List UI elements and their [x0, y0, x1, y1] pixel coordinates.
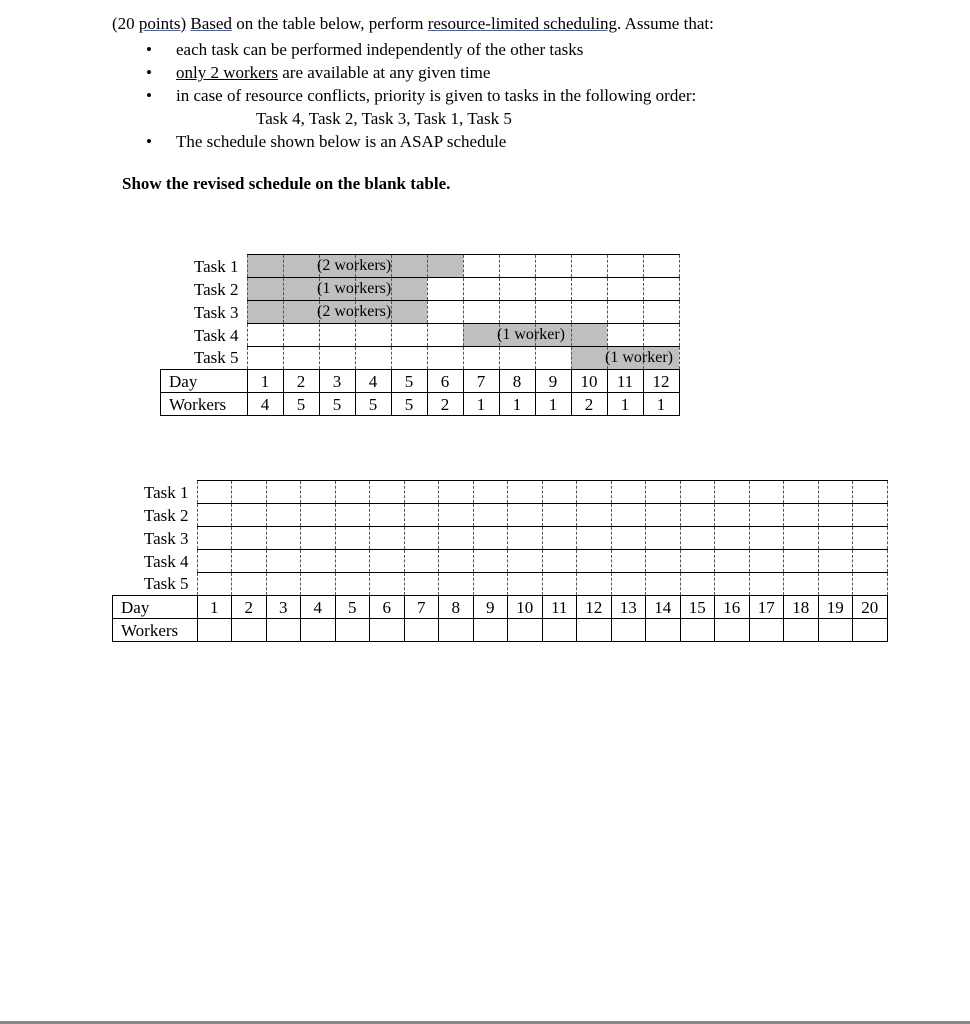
- blank_table-grid-cell: [473, 527, 508, 550]
- asap_table-grid-cell: [571, 255, 607, 278]
- asap_table-day-cell: 10: [571, 370, 607, 393]
- asap_table-grid-cell: [283, 301, 319, 324]
- blank_table-grid-cell: [611, 550, 646, 573]
- blank_table-grid-cell: [335, 504, 370, 527]
- asap_table-task-label: Task 5: [193, 348, 239, 368]
- blank_table-day-cell: 13: [611, 596, 646, 619]
- blank_table-grid-cell: [542, 573, 577, 596]
- blank_table-task-row: [113, 481, 888, 504]
- blank_table-grid-cell: [853, 527, 888, 550]
- blank_table-task-row: [113, 573, 888, 596]
- blank_table-grid-cell: [197, 504, 232, 527]
- asap_table-grid-cell: [499, 347, 535, 370]
- blank_table-grid-cell: [335, 481, 370, 504]
- blank_table-grid-cell: [266, 527, 301, 550]
- blank_table-task-label: Task 4: [143, 551, 189, 571]
- asap_table-grid-cell: [247, 301, 283, 324]
- blank_table-grid-cell: [680, 573, 715, 596]
- blank_table-grid-cell: [473, 573, 508, 596]
- asap_table-grid-cell: [607, 278, 643, 301]
- blank_table-workers-cell: [611, 619, 646, 642]
- blank_table-grid-cell: [542, 550, 577, 573]
- blank_table-day-cell: 14: [646, 596, 681, 619]
- blank_table-grid-cell: [370, 573, 405, 596]
- asap_table-task-label: Task 3: [193, 302, 239, 322]
- asap_table-task-row: [161, 278, 680, 301]
- blank_table-day-cell: 5: [335, 596, 370, 619]
- asap_table-grid-cell: [571, 278, 607, 301]
- blank_table-task-label: Task 1: [143, 482, 189, 502]
- asap_table-grid-cell: [463, 347, 499, 370]
- asap_table-grid-cell: [499, 278, 535, 301]
- blank_table-workers-cell: [197, 619, 232, 642]
- asap_table-day-cell: 1: [247, 370, 283, 393]
- asap_table-grid-cell: [535, 278, 571, 301]
- blank_table-grid-cell: [646, 527, 681, 550]
- asap_table-workers-cell: 2: [571, 393, 607, 416]
- asap_table-grid-cell: [463, 301, 499, 324]
- blank-schedule-table: [112, 480, 888, 642]
- asap_table-grid-cell: [355, 324, 391, 347]
- asap_table-grid-cell: [571, 301, 607, 324]
- blank_table-grid-cell: [749, 573, 784, 596]
- blank_table-grid-cell: [853, 504, 888, 527]
- asap_table-grid-cell: [247, 278, 283, 301]
- asap_table-task-row: [161, 301, 680, 324]
- blank_table-grid-cell: [301, 527, 336, 550]
- asap-bar-label: (1 worker): [605, 348, 673, 366]
- blank_table-grid-cell: [680, 481, 715, 504]
- blank_table-grid-cell: [542, 527, 577, 550]
- blank_table-grid-cell: [646, 481, 681, 504]
- blank_table-grid-cell: [197, 550, 232, 573]
- asap_table-grid-cell: [463, 278, 499, 301]
- blank_table-workers-cell: [473, 619, 508, 642]
- question-header: (20 points) Based on the table below, perform resource-limited scheduling. Assume that:: [112, 14, 714, 33]
- blank_table-grid-cell: [508, 504, 543, 527]
- asap_table-grid-cell: [463, 255, 499, 278]
- blank_table-grid-cell: [508, 527, 543, 550]
- asap_table-day-cell: 8: [499, 370, 535, 393]
- blank_table-grid-cell: [853, 573, 888, 596]
- blank_table-day-cell: 7: [404, 596, 439, 619]
- asap_table-grid-cell: [643, 324, 679, 347]
- blank_table-grid-cell: [404, 527, 439, 550]
- asap_table-task-label: Task 2: [193, 279, 239, 299]
- blank_table-grid-cell: [715, 481, 750, 504]
- asap_table-grid-cell: [355, 347, 391, 370]
- asap_table-day-cell: 9: [535, 370, 571, 393]
- blank_table-grid-cell: [473, 481, 508, 504]
- question-rls: resource-limited scheduling: [427, 14, 618, 33]
- blank_table-grid-cell: [853, 550, 888, 573]
- blank_table-workers-cell: [818, 619, 853, 642]
- blank_table-task-row: [113, 527, 888, 550]
- blank_table-grid-cell: [784, 527, 819, 550]
- asap_table-workers-cell: 1: [607, 393, 643, 416]
- blank_table-grid-cell: [818, 550, 853, 573]
- asap-bar-label: (2 workers): [317, 256, 392, 274]
- blank_table-grid-cell: [473, 550, 508, 573]
- asap_table-grid-cell: [643, 278, 679, 301]
- blank_table-grid-cell: [404, 481, 439, 504]
- asap_table-day-cell: 7: [463, 370, 499, 393]
- blank_table-grid-cell: [646, 550, 681, 573]
- asap_table-task-row: [161, 255, 680, 278]
- blank_table-workers-cell: [301, 619, 336, 642]
- blank_table-grid-cell: [715, 504, 750, 527]
- asap_table-workers-cell: 5: [283, 393, 319, 416]
- blank_table-grid-cell: [439, 527, 474, 550]
- blank_table-day-cell: 11: [542, 596, 577, 619]
- blank_table-grid-cell: [404, 573, 439, 596]
- asap_table-workers-row: [161, 393, 680, 416]
- blank_table-grid-cell: [301, 481, 336, 504]
- blank_table-grid-cell: [370, 550, 405, 573]
- blank_table-grid-cell: [784, 550, 819, 573]
- bullet-asap: • The schedule shown below is an ASAP schedule: [146, 132, 507, 151]
- priority-order: Task 4, Task 2, Task 3, Task 1, Task 5: [256, 109, 512, 128]
- blank_table-task-label: Task 2: [143, 505, 189, 525]
- blank_table-grid-cell: [715, 527, 750, 550]
- blank_table-grid-cell: [508, 573, 543, 596]
- blank_table-grid-cell: [266, 504, 301, 527]
- blank_table-grid-cell: [439, 573, 474, 596]
- blank_table-workers-cell: [784, 619, 819, 642]
- blank_table-workers-cell: [370, 619, 405, 642]
- blank_table-grid-cell: [853, 481, 888, 504]
- asap_table-grid-cell: [535, 347, 571, 370]
- asap_table-grid-cell: [571, 347, 607, 370]
- question-based: Based: [190, 14, 232, 33]
- blank_table-day-cell: 12: [577, 596, 612, 619]
- blank_table-grid-cell: [197, 481, 232, 504]
- blank_table-task-label: Task 5: [143, 574, 189, 594]
- blank_table-grid-cell: [301, 550, 336, 573]
- blank_table-workers-cell: [266, 619, 301, 642]
- blank_table-grid-cell: [646, 504, 681, 527]
- blank_table-grid-cell: [715, 573, 750, 596]
- blank_table-workers-cell: [335, 619, 370, 642]
- bullet-independent: • each task can be performed independently of the other tasks: [146, 40, 584, 59]
- blank_table-workers-cell: [749, 619, 784, 642]
- blank_table-task-row: [113, 550, 888, 573]
- asap-bar-label: (1 worker): [497, 325, 565, 343]
- blank_table-grid-cell: [301, 573, 336, 596]
- asap_table-day-cell: 3: [319, 370, 355, 393]
- asap_table-grid-cell: [247, 347, 283, 370]
- blank_table-workers-cell: [680, 619, 715, 642]
- blank_table-grid-cell: [335, 527, 370, 550]
- blank_table-grid-cell: [404, 504, 439, 527]
- blank_table-grid-cell: [542, 504, 577, 527]
- asap_table-day-cell: 6: [427, 370, 463, 393]
- instruction: Show the revised schedule on the blank table.: [122, 174, 451, 193]
- asap_table-grid-cell: [391, 301, 427, 324]
- blank_table-grid-cell: [680, 504, 715, 527]
- blank_table-grid-cell: [715, 550, 750, 573]
- asap_table-grid-cell: [643, 255, 679, 278]
- blank_table-day-cell: 17: [749, 596, 784, 619]
- blank_table-workers-label: Workers: [113, 619, 198, 642]
- asap_table-workers-cell: 4: [247, 393, 283, 416]
- asap_table-grid-cell: [427, 324, 463, 347]
- asap_table-grid-cell: [391, 324, 427, 347]
- asap-bar-label: (1 workers): [317, 279, 392, 297]
- question-points: points): [138, 14, 187, 33]
- question-prefix: (20: [112, 14, 139, 33]
- blank_table-day-cell: 15: [680, 596, 715, 619]
- asap_table-grid-cell: [283, 255, 319, 278]
- blank_table-grid-cell: [335, 573, 370, 596]
- blank_table-grid-cell: [542, 481, 577, 504]
- blank_table-grid-cell: [784, 481, 819, 504]
- blank_table-workers-cell: [542, 619, 577, 642]
- blank_table-workers-cell: [232, 619, 267, 642]
- blank_table-day-row: [113, 596, 888, 619]
- asap_table-day-cell: 4: [355, 370, 391, 393]
- asap_table-grid-cell: [427, 301, 463, 324]
- asap_table-grid-cell: [283, 278, 319, 301]
- blank_table-day-cell: 18: [784, 596, 819, 619]
- blank_table-grid-cell: [335, 550, 370, 573]
- asap_table-grid-cell: [283, 347, 319, 370]
- blank_table-day-cell: 20: [853, 596, 888, 619]
- blank_table-grid-cell: [611, 527, 646, 550]
- asap_table-grid-cell: [427, 278, 463, 301]
- asap_table-grid-cell: [319, 324, 355, 347]
- asap_table-task-row: [161, 347, 680, 370]
- asap_table-grid-cell: [607, 324, 643, 347]
- blank_table-grid-cell: [784, 504, 819, 527]
- asap_table-grid-cell: [247, 255, 283, 278]
- blank_table-grid-cell: [232, 573, 267, 596]
- asap-bar-label: (2 workers): [317, 302, 392, 320]
- asap_table-day-label: Day: [161, 370, 248, 393]
- blank_table-task-row: [113, 504, 888, 527]
- asap_table-grid-cell: [463, 324, 499, 347]
- asap_table-grid-cell: [607, 301, 643, 324]
- asap_table-grid-cell: [499, 255, 535, 278]
- blank_table-grid-cell: [266, 573, 301, 596]
- blank_table-grid-cell: [197, 527, 232, 550]
- blank_table-grid-cell: [404, 550, 439, 573]
- blank_table-workers-row: [113, 619, 888, 642]
- blank_table-workers-cell: [439, 619, 474, 642]
- blank_table-grid-cell: [266, 481, 301, 504]
- asap_table-grid-cell: [391, 255, 427, 278]
- blank_table-grid-cell: [646, 573, 681, 596]
- asap-schedule-table: [160, 254, 680, 416]
- asap_table-grid-cell: [535, 301, 571, 324]
- blank_table-grid-cell: [232, 527, 267, 550]
- asap_table-grid-cell: [643, 301, 679, 324]
- blank_table-grid-cell: [749, 481, 784, 504]
- blank_table-grid-cell: [818, 504, 853, 527]
- asap_table-day-cell: 11: [607, 370, 643, 393]
- asap_table-workers-cell: 1: [499, 393, 535, 416]
- asap_table-grid-cell: [427, 255, 463, 278]
- asap_table-workers-cell: 1: [463, 393, 499, 416]
- blank_table-grid-cell: [301, 504, 336, 527]
- blank_table-grid-cell: [818, 527, 853, 550]
- blank_table-grid-cell: [784, 573, 819, 596]
- blank_table-grid-cell: [749, 550, 784, 573]
- blank_table-grid-cell: [197, 573, 232, 596]
- asap_table-grid-cell: [607, 255, 643, 278]
- blank_table-grid-cell: [370, 504, 405, 527]
- blank_table-grid-cell: [439, 504, 474, 527]
- blank_table-workers-cell: [646, 619, 681, 642]
- blank_table-workers-cell: [853, 619, 888, 642]
- assumption-list: [146, 38, 696, 153]
- blank_table-task-label: Task 3: [143, 528, 189, 548]
- asap_table-grid-cell: [571, 324, 607, 347]
- asap_table-day-cell: 5: [391, 370, 427, 393]
- asap_table-grid-cell: [427, 347, 463, 370]
- asap_table-grid-cell: [247, 324, 283, 347]
- blank_table-day-cell: 8: [439, 596, 474, 619]
- blank_table-grid-cell: [680, 550, 715, 573]
- blank_table-day-cell: 16: [715, 596, 750, 619]
- asap_table-grid-cell: [391, 278, 427, 301]
- blank_table-grid-cell: [508, 550, 543, 573]
- blank_table-grid-cell: [818, 573, 853, 596]
- blank_table-day-cell: 2: [232, 596, 267, 619]
- blank_table-grid-cell: [439, 481, 474, 504]
- asap_table-day-cell: 12: [643, 370, 679, 393]
- blank_table-grid-cell: [439, 550, 474, 573]
- blank_table-grid-cell: [508, 481, 543, 504]
- blank_table-grid-cell: [611, 481, 646, 504]
- asap_table-grid-cell: [535, 255, 571, 278]
- blank_table-grid-cell: [577, 481, 612, 504]
- blank_table-grid-cell: [818, 481, 853, 504]
- blank_table-workers-cell: [404, 619, 439, 642]
- blank_table-grid-cell: [577, 504, 612, 527]
- asap_table-day-row: [161, 370, 680, 393]
- blank_table-grid-cell: [577, 573, 612, 596]
- blank_table-grid-cell: [266, 550, 301, 573]
- blank_table-grid-cell: [232, 550, 267, 573]
- bullet-workers: • only 2 workers are available at any given time: [146, 63, 491, 82]
- blank_table-grid-cell: [370, 481, 405, 504]
- blank_table-workers-cell: [715, 619, 750, 642]
- blank_table-day-cell: 1: [197, 596, 232, 619]
- blank_table-workers-cell: [508, 619, 543, 642]
- blank_table-grid-cell: [370, 527, 405, 550]
- blank_table-grid-cell: [611, 573, 646, 596]
- blank_table-grid-cell: [577, 550, 612, 573]
- asap_table-task-row: [161, 324, 680, 347]
- blank_table-day-label: Day: [113, 596, 198, 619]
- asap_table-grid-cell: [499, 301, 535, 324]
- asap_table-workers-cell: 1: [643, 393, 679, 416]
- blank_table-grid-cell: [749, 527, 784, 550]
- asap_table-grid-cell: [283, 324, 319, 347]
- asap_table-workers-cell: 5: [319, 393, 355, 416]
- blank_table-day-cell: 4: [301, 596, 336, 619]
- asap_table-workers-label: Workers: [161, 393, 248, 416]
- asap_table-grid-cell: [391, 347, 427, 370]
- bullet-priority: • in case of resource conflicts, priority is given to tasks in the following order: Task 4, Task 2, Task 3, Task 1, Task 5: [146, 86, 697, 128]
- asap_table-workers-cell: 5: [391, 393, 427, 416]
- asap_table-workers-cell: 5: [355, 393, 391, 416]
- blank_table-grid-cell: [232, 481, 267, 504]
- blank_table-day-cell: 19: [818, 596, 853, 619]
- asap_table-task-label: Task 1: [193, 256, 239, 276]
- blank_table-grid-cell: [680, 527, 715, 550]
- blank_table-grid-cell: [611, 504, 646, 527]
- blank_table-day-cell: 3: [266, 596, 301, 619]
- asap_table-grid-cell: [319, 347, 355, 370]
- blank_table-day-cell: 6: [370, 596, 405, 619]
- blank_table-day-cell: 9: [473, 596, 508, 619]
- asap_table-task-label: Task 4: [193, 325, 239, 345]
- asap_table-day-cell: 2: [283, 370, 319, 393]
- blank_table-day-cell: 10: [508, 596, 543, 619]
- asap_table-workers-cell: 2: [427, 393, 463, 416]
- blank_table-grid-cell: [473, 504, 508, 527]
- blank_table-grid-cell: [749, 504, 784, 527]
- blank_table-workers-cell: [577, 619, 612, 642]
- blank_table-grid-cell: [232, 504, 267, 527]
- asap_table-workers-cell: 1: [535, 393, 571, 416]
- blank_table-grid-cell: [577, 527, 612, 550]
